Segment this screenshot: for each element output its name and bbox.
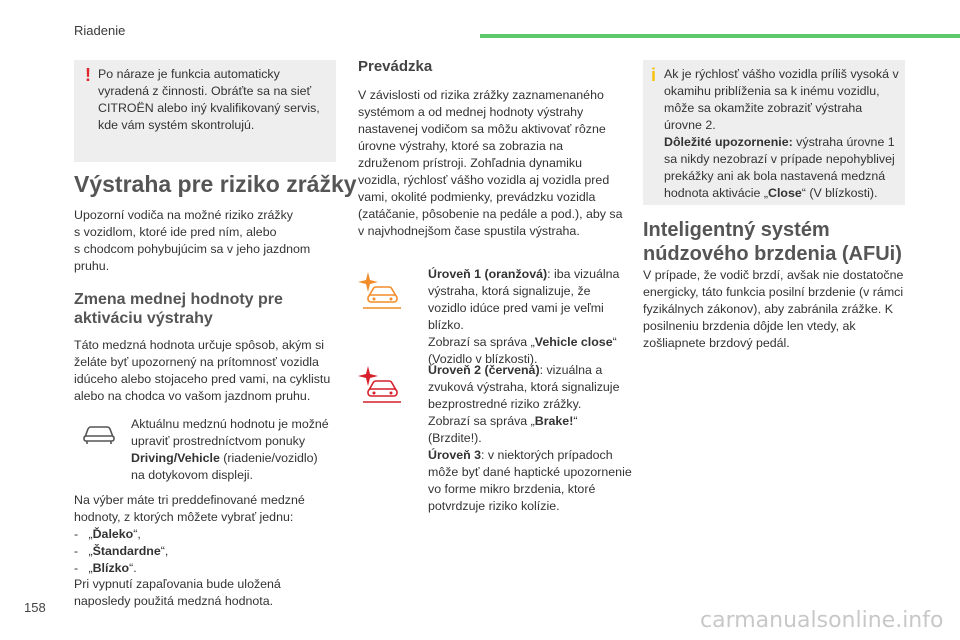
level3-label: Úroveň 3 (428, 448, 482, 462)
info-icon: i (651, 65, 657, 85)
intro-line: s vozidlom, ktoré ide pred ním, alebo (74, 225, 277, 239)
option-quote: “. (129, 561, 137, 575)
option-item (74, 526, 339, 543)
info-important-label: Dôležité upozornenie: (664, 135, 793, 149)
page-number: 158 (24, 600, 46, 615)
intro-line: s chodcom pohybujúcim sa v jeho jazdnom (74, 242, 311, 256)
level2-label: Úroveň 2 (červená) (428, 363, 540, 377)
level1-msg-post: “ (Vozidlo v blízkosti). (428, 335, 617, 366)
warning-text: Po náraze je funkcia automaticky vyradená z činnosti. Obráťte sa na sieť CITROËN alebo iný kvalifikovaný servis, kde vám systém skontrolujú. (98, 67, 320, 132)
option-label: Ďaleko (92, 527, 134, 541)
tip-slash: / (173, 451, 178, 465)
level1-text (428, 266, 628, 368)
option-item (74, 543, 339, 560)
level1-msg: Vehicle close (534, 335, 613, 349)
option-item (74, 560, 339, 577)
save-note: Pri vypnutí zapaľovania bude uložená naposledy použitá medzná hodnota. (74, 577, 281, 608)
tip-end: (riadenie/vozidlo) na dotykovom displeji. (131, 451, 318, 482)
option-label: Štandardne (92, 544, 161, 558)
info-close-end: “ (V blízkosti). (801, 186, 878, 200)
option-quote: “, (160, 544, 169, 558)
warning-box (74, 60, 336, 162)
info-box (643, 60, 905, 205)
level2-text (428, 362, 633, 515)
option-quote: „ (88, 544, 93, 558)
threshold-tip (131, 416, 331, 484)
tip-vehicle: Vehicle (177, 451, 220, 465)
operation-body: V závislosti od rizika zrážky zaznamenaného systémom a od mednej hodnoty výstrahy nastavenej vodičom sa môžu aktivovať rôzne úrovne výstrahy, ktoré sa zobrazia na združenom prístroji. Zohľadnia dynamiku vozidla, rýchlosť vášho vozidla aj vozidla pred vami, okolité podmienky, prevádzku vozidla (zatáčanie, pôsobenie na pedále a pod.), aby sa v najvhodnejšom čase spustila výstraha. (358, 88, 623, 238)
intro-line: pruhu. (74, 259, 110, 273)
option-dash: - (74, 527, 79, 541)
level3-desc: : v niektorých prípadoch môže byť dané haptické upozornenie vo forme mikro brzdenia, ktoré potvrdzuje riziko kolízie. (428, 448, 632, 513)
collision-warning-intro (74, 207, 344, 275)
afu-title (643, 218, 902, 266)
afu-title-line: núdzového brzdenia (AFUi) (643, 243, 902, 265)
tip-driving: Driving (131, 451, 174, 465)
threshold-subtitle (74, 290, 283, 328)
threshold-options (74, 526, 339, 577)
subtitle-line: aktiváciu výstrahy (74, 310, 213, 327)
car-icon (82, 423, 116, 445)
level2-msg-pre: Zobrazí sa správa „ (428, 414, 535, 428)
option-dash: - (74, 544, 79, 558)
level2-msg-post: “ (Brzdite!). (428, 414, 578, 445)
operation-title: Prevádzka (358, 58, 433, 75)
info-important-text: výstraha úrovne 1 sa nikdy nezobrazí v prípade nepohyblivej prekážky ani ak bola nastavená medzná hodnota aktivácie „ (664, 135, 895, 200)
orange-alert-car-icon (357, 270, 401, 312)
level1-desc: : iba vizuálna výstraha, ktorá signalizuje, že vozidlo idúce pred vami je veľmi blízko. (428, 267, 620, 332)
level1-msg-pre: Zobrazí sa správa „ (428, 335, 535, 349)
watermark: carmanualsonline.info (700, 608, 944, 633)
red-alert-car-icon (357, 364, 401, 406)
option-quote: “, (133, 527, 141, 541)
threshold-body: Táto medzná hodnota určuje spôsob, akým si želáte byť upozornený na prítomnosť vozidla idúceho alebo stojaceho pred vami, na cyklistu alebo na chodca vo vašom jazdnom pruhu. (74, 338, 331, 403)
subtitle-line: Zmena mednej hodnoty pre (74, 291, 283, 308)
level2-desc: : vizuálna a zvuková výstraha, ktorá signalizuje bezprostredné riziko zrážky. (428, 363, 620, 411)
info-close-word: Close (768, 186, 802, 200)
afu-title-line: Inteligentný systém (643, 219, 830, 241)
tip-text: Aktuálnu medznú hodnotu je možné upraviť prostredníctvom ponuky (131, 417, 329, 448)
intro-line: Upozorní vodiča na možné riziko zrážky (74, 208, 293, 222)
option-label: Blízko (92, 561, 130, 575)
section-title: Riadenie (74, 23, 126, 38)
level2-msg: Brake! (534, 414, 574, 428)
header-accent-bar (480, 34, 960, 38)
level1-label: Úroveň 1 (oranžová) (428, 267, 548, 281)
threshold-choose: Na výber máte tri preddefinované medzné hodnoty, z ktorých môžete vybrať jednu: (74, 493, 305, 524)
warning-icon: ! (85, 65, 91, 85)
info-main-text: Ak je rýchlosť vášho vozidla príliš vysoká v okamihu priblíženia sa k inému vozidlu, môže sa okamžite zobraziť výstraha úrovne 2. (664, 67, 899, 132)
info-text (664, 66, 900, 202)
option-quote: „ (88, 527, 93, 541)
option-dash: - (74, 561, 79, 575)
collision-warning-title: Výstraha pre riziko zrážky (74, 171, 357, 197)
afu-body: V prípade, že vodič brzdí, avšak nie dostatočne energicky, táto funkcia posilní brzdenie (v rámci fyzikálnych zákonov), aby zabránila zrážke. K posilneniu brzdenia dôjde len vtedy, ak zošliapnete brzdový pedál. (643, 268, 904, 350)
option-quote: „ (88, 561, 93, 575)
